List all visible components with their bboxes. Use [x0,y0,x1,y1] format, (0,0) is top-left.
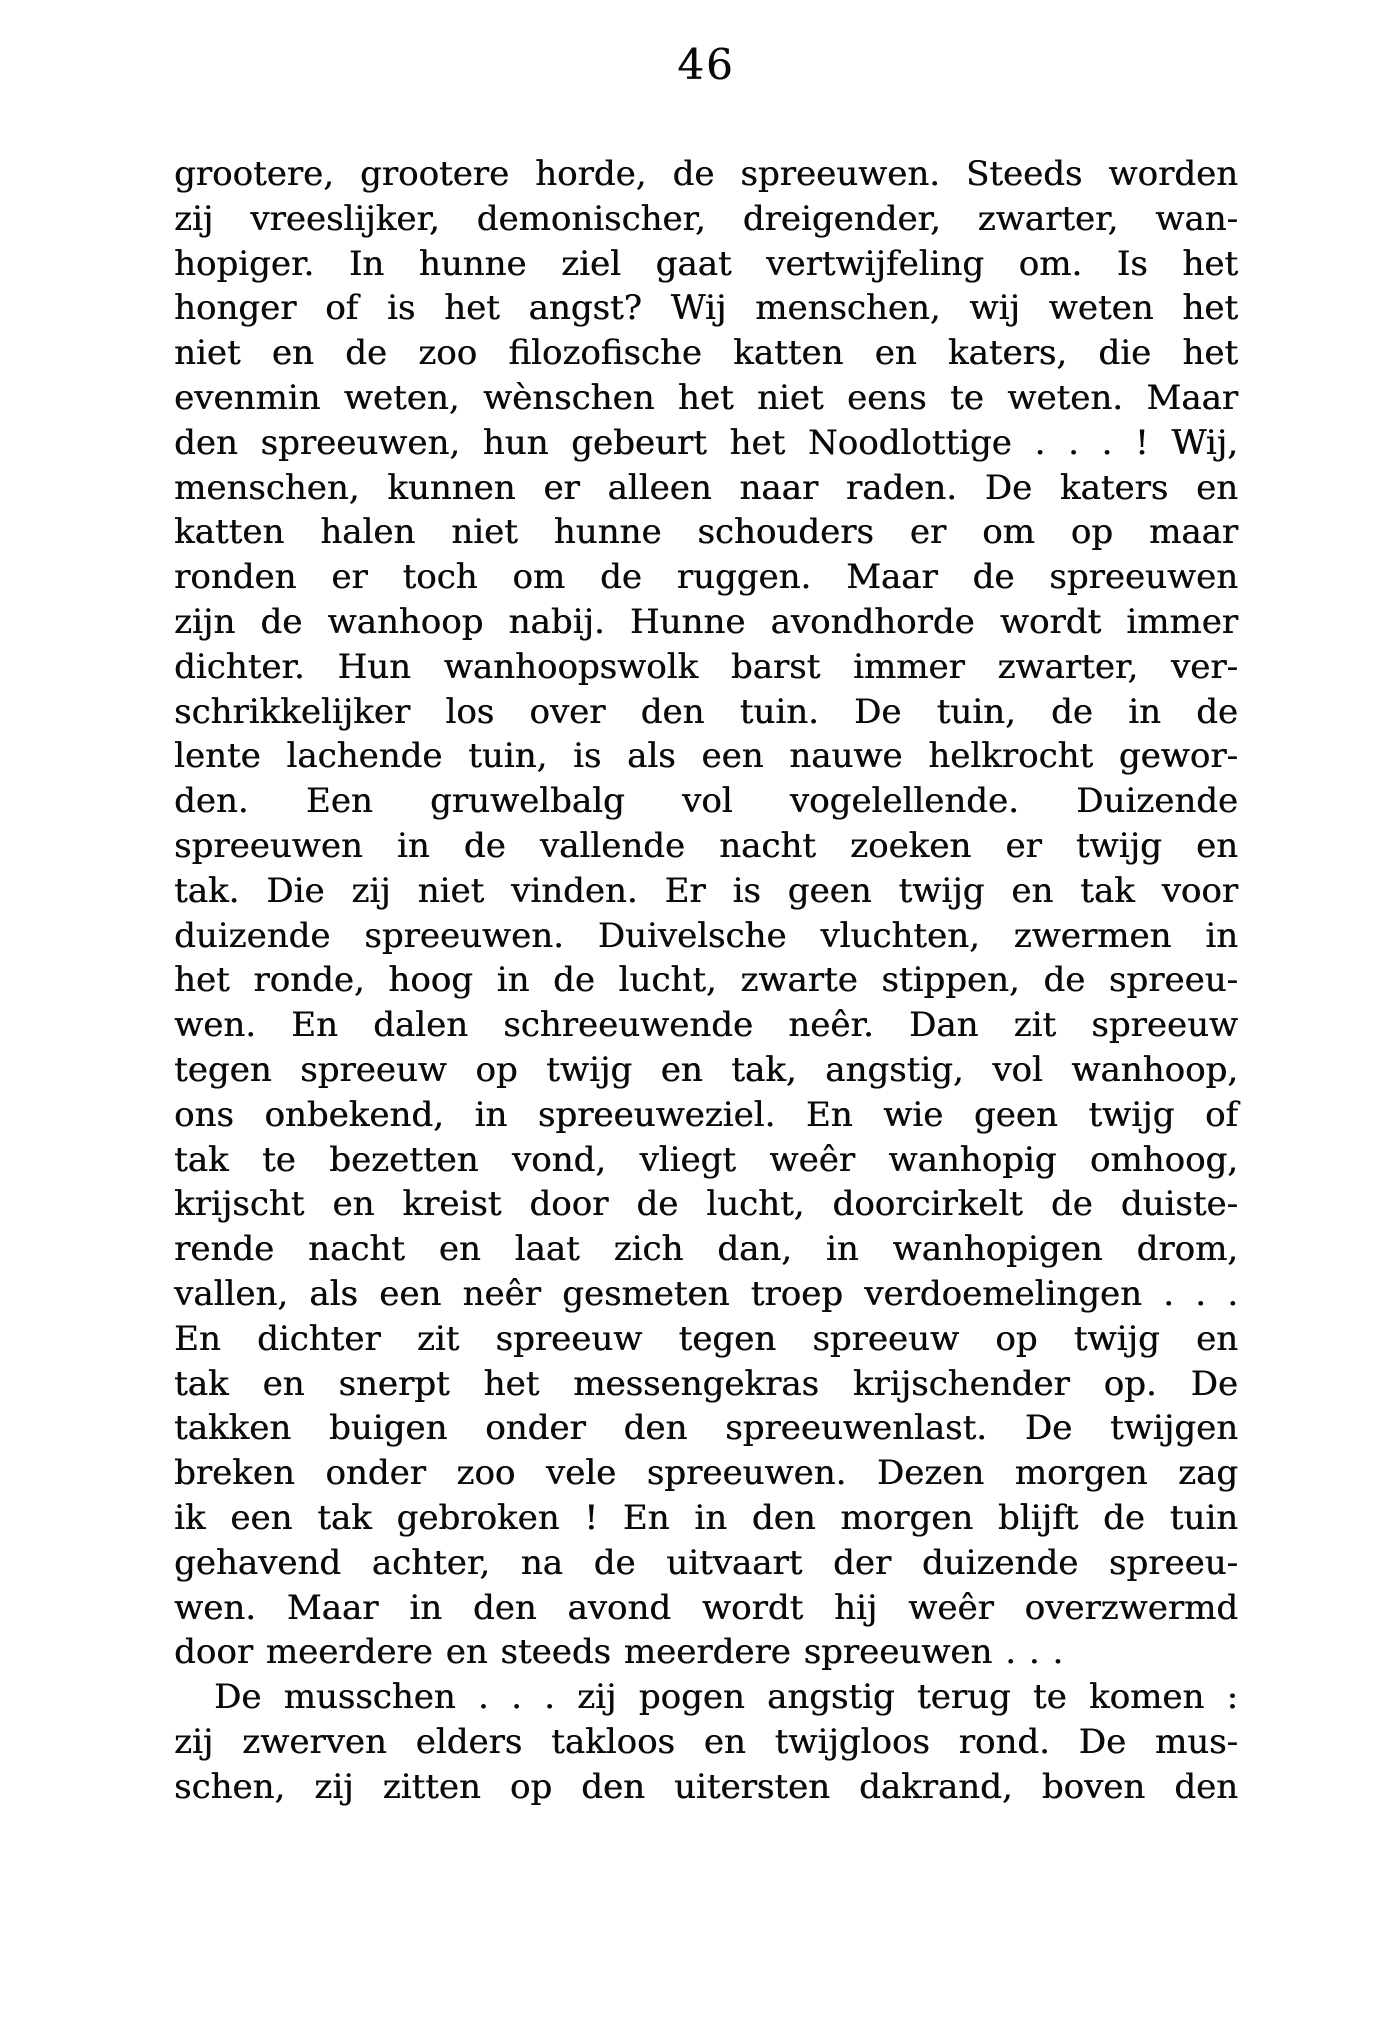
text-line: rende nacht en laat zich dan, in wanhopigen drom, [174,1229,1238,1270]
text-line: katten halen niet hunne schouders er om op maar [174,512,1238,553]
text-line: hopiger. In hunne ziel gaat vertwijfeling om. Is het [174,243,1238,284]
text-line: dichter. Hun wanhoopswolk barst immer zwarter, ver- [174,646,1238,687]
text-line: spreeuwen in de vallende nacht zoeken er twijg en [174,825,1238,866]
text-line: schrikkelijker los over den tuin. De tuin, de in de [174,691,1238,732]
text-line: De musschen . . . zij pogen angstig terug te komen : [214,1677,1238,1718]
text-line: krijscht en kreist door de lucht, doorcirkelt de duiste- [174,1184,1238,1225]
text-line: den. Een gruwelbalg vol vogelellende. Duizende [174,781,1238,822]
text-line: tak te bezetten vond, vliegt weêr wanhopig omhoog, [174,1139,1238,1180]
text-line: evenmin weten, wènschen het niet eens te weten. Maar [174,377,1238,418]
text-line: En dichter zit spreeuw tegen spreeuw op twijg en [174,1318,1238,1359]
text-line: ik een tak gebroken ! En in den morgen blijft de tuin [174,1497,1238,1538]
text-line: tak en snerpt het messengekras krijschender op. De [174,1363,1238,1404]
text-line: grootere, grootere horde, de spreeuwen. Steeds worden [174,154,1238,194]
text-line: het ronde, hoog in de lucht, zwarte stippen, de spreeu- [174,960,1238,1001]
text-line: door meerdere en steeds meerdere spreeuwen . . . [174,1632,1064,1673]
text-line: zijn de wanhoop nabij. Hunne avondhorde wordt immer [174,601,1238,642]
page-text [174,152,1238,1809]
text-line: lente lachende tuin, is als een nauwe helkrocht gewor- [174,736,1238,777]
text-line: zij vreeslijker, demonischer, dreigender, zwarter, wan- [174,198,1238,239]
text-line: menschen, kunnen er alleen naar raden. De katers en [174,467,1238,508]
text-line: ons onbekend, in spreeuweziel. En wie geen twijg of [174,1094,1238,1135]
page-number: 46 [677,40,735,89]
text-line: tegen spreeuw op twijg en tak, angstig, vol wanhoop, [174,1049,1238,1090]
text-line: wen. Maar in den avond wordt hij weêr overzwermd [174,1587,1238,1628]
text-line: zij zwerven elders takloos en twijgloos rond. De mus- [174,1721,1238,1762]
text-line: vallen, als een neêr gesmeten troep verdoemelingen . . . [174,1273,1238,1314]
text-line: tak. Die zij niet vinden. Er is geen twijg en tak voor [174,870,1238,911]
text-line: ronden er toch om de ruggen. Maar de spreeuwen [174,557,1238,598]
text-line: niet en de zoo filozofische katten en katers, die het [174,333,1238,374]
text-line: wen. En dalen schreeuwende neêr. Dan zit spreeuw [174,1005,1238,1046]
text-line: den spreeuwen, hun gebeurt het Noodlottige . . . ! Wij, [174,422,1238,463]
text-line: breken onder zoo vele spreeuwen. Dezen morgen zag [174,1453,1238,1494]
text-line: takken buigen onder den spreeuwenlast. De twijgen [174,1408,1238,1449]
text-line: duizende spreeuwen. Duivelsche vluchten, zwermen in [174,915,1238,956]
text-line: honger of is het angst? Wij menschen, wij weten het [174,288,1238,329]
text-line: schen, zij zitten op den uitersten dakrand, boven den [174,1766,1238,1807]
text-line: gehavend achter, na de uitvaart der duizende spreeu- [174,1542,1238,1583]
